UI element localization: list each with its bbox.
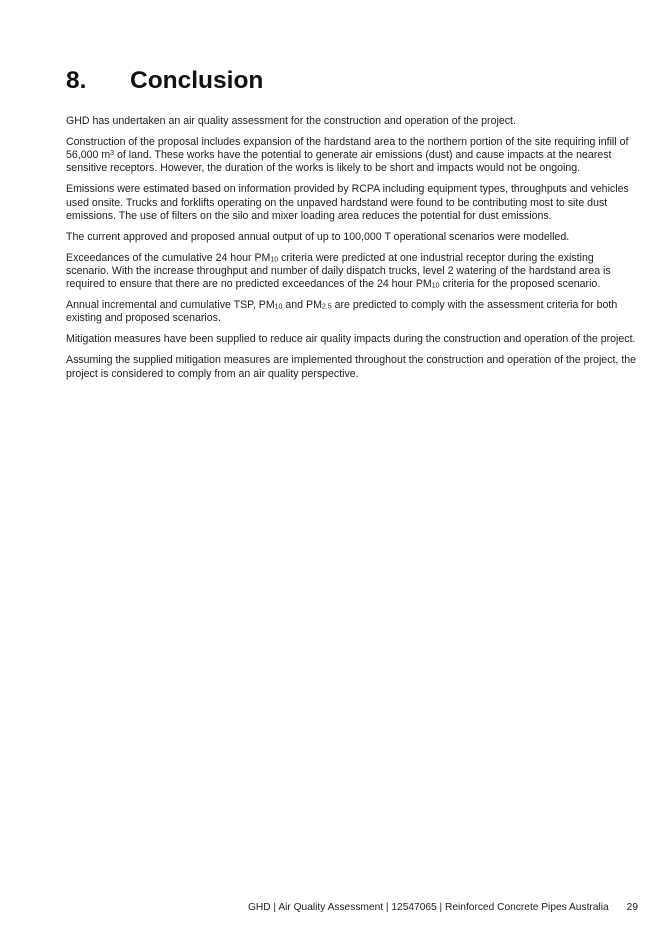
paragraph-assessment-intro: GHD has undertaken an air quality assessment for the construction and operation of the project. xyxy=(66,115,516,127)
text-run: Annual incremental and cumulative TSP, PM xyxy=(66,299,275,312)
page-footer xyxy=(248,901,638,914)
conclusion-body xyxy=(66,115,638,389)
paragraph-scenarios: The current approved and proposed annual output of up to 100,000 T operational scenarios were modelled. xyxy=(66,230,570,243)
subscript: 10 xyxy=(274,303,283,311)
paragraph-compliance xyxy=(66,299,638,325)
text-run: criteria were predicted at one industrial receptor during the existing scenario. With the increase throughput and number of daily dispatch trucks, level 2 watering of the hardstand area is required to ensure that there are no predicted exceedances of the 24 hour PM xyxy=(66,251,611,291)
footer-text: GHD | Air Quality Assessment | 12547065 | Reinforced Concrete Pipes Australia xyxy=(247,902,609,913)
paragraph-construction xyxy=(66,136,638,176)
paragraph-emissions: Emissions were estimated based on information provided by RCPA including equipment types, throughputs and vehicles used onsite. Trucks and forklifts operating on the unpaved hardstand were found to be contributing most to site dust emissions. The use of filters on the silo and mixer loading area reduces the potential for dust emissions. xyxy=(66,183,629,222)
section-number: 8. xyxy=(66,67,87,94)
section-heading xyxy=(66,66,263,96)
text-run: of land. These works have the potential to generate air emissions (dust) and cause impacts at the nearest sensitive receptors. However, the duration of the works is likely to be short and impacts would not be ongoing. xyxy=(66,149,612,175)
text-run: Construction of the proposal includes expansion of the hardstand area to the northern portion of the site requiring infill of 56,000 m xyxy=(66,136,629,162)
text-run: and PM xyxy=(282,299,322,312)
paragraph-exceedances xyxy=(66,252,638,292)
section-title: Conclusion xyxy=(130,67,264,94)
superscript: 3 xyxy=(110,150,115,158)
subscript: 10 xyxy=(431,282,440,290)
text-run: are predicted to comply with the assessment criteria for both existing and proposed scenarios. xyxy=(66,299,618,325)
text-run: criteria for the proposed scenario. xyxy=(439,278,601,291)
subscript: 2.5 xyxy=(321,303,332,311)
paragraph-conclusion: Assuming the supplied mitigation measures are implemented throughout the construction and operation of the project, the project is considered to comply from an air quality perspective. xyxy=(66,354,637,380)
page-number: 29 xyxy=(626,902,638,913)
text-run: Exceedances of the cumulative 24 hour PM xyxy=(66,251,271,264)
subscript: 10 xyxy=(270,256,279,264)
paragraph-mitigation: Mitigation measures have been supplied to reduce air quality impacts during the construction and operation of the project. xyxy=(66,333,636,346)
